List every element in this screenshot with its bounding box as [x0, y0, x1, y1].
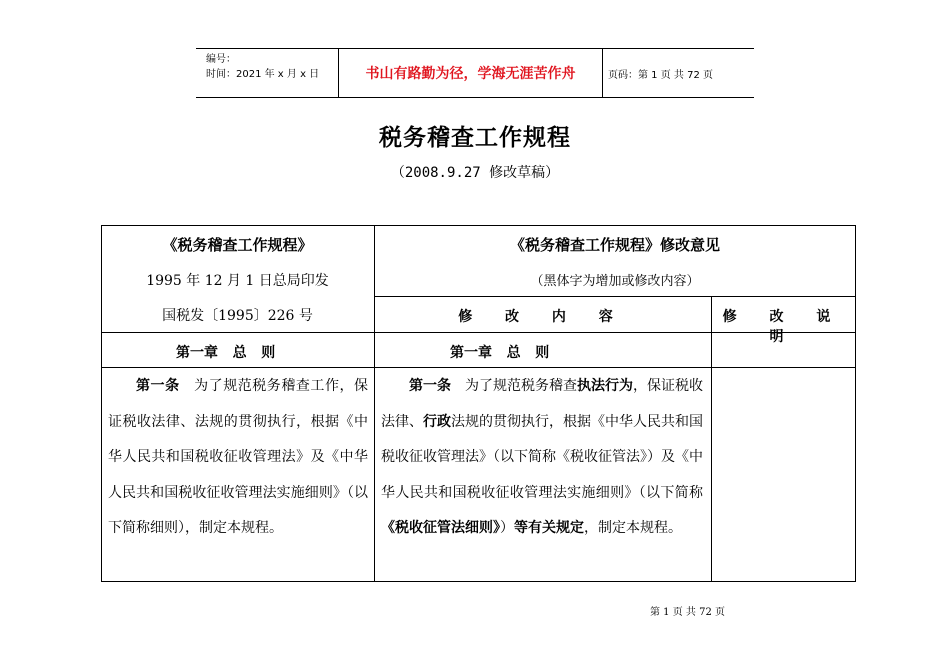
- chapter-right: 第一章 总 则: [450, 345, 550, 361]
- revised-bold-1: 执法行为: [577, 378, 633, 394]
- revised-text-4: ）: [500, 520, 514, 536]
- table-row-divider-2: [101, 367, 856, 368]
- revised-bold-3: 《税收征管法细则》: [381, 520, 500, 536]
- page-subtitle: （2008.9.27 修改草稿）: [390, 165, 560, 181]
- revised-text-5: ，制定本规程。: [584, 520, 682, 536]
- serial-label: 编号：: [206, 54, 236, 65]
- revised-text-3: 法规的贯彻执行，根据《中华人民共和国税收征收管理法》（以下简称《税收征管法》）及《中华人民共和国税收征收管理法实施细则》（以下简称: [381, 413, 703, 501]
- table-border-top: [101, 225, 856, 226]
- page-footer: 第 1 页 共 72 页: [650, 607, 725, 618]
- page-title: 税务稽查工作规程: [379, 125, 571, 151]
- col-header-content: 修 改 内 容: [458, 309, 627, 325]
- header-meta: [196, 49, 338, 97]
- right-head-note: （黑体字为增加或修改内容）: [530, 274, 700, 289]
- revised-text-2: ，保证税收法律、: [381, 378, 703, 430]
- revised-text-1: 为了规范税务稽查: [465, 378, 577, 394]
- left-head-line2: 1995 年 12 月 1 日总局印发: [146, 273, 329, 289]
- revised-bold-4: 等有关规定: [514, 520, 584, 536]
- left-head-line3: 国税发〔1995〕226 号: [162, 308, 313, 324]
- document-header: [196, 48, 754, 98]
- article-1-label-right: 第一条: [409, 378, 451, 394]
- article-1-label-left: 第一条: [136, 378, 180, 394]
- revised-bold-2: 行政: [423, 413, 451, 430]
- chapter-left: 第一章 总 则: [176, 345, 276, 361]
- article-1-text-left: 为了规范税务稽查工作，保证税收法律、法规的贯彻执行，根据《中华人民共和国税收征收管理法》及《中华人民共和国税收征收管理法实施细则》（以下简称细则），制定本规程。: [108, 378, 369, 536]
- article-1-revised: [381, 369, 703, 547]
- table-right-head-divider: [374, 296, 856, 297]
- time-label: 时间：2021 年 x 月 x 日: [206, 69, 320, 80]
- header-motto: 书山有路勤为径，学海无涯苦作舟: [338, 49, 603, 97]
- col-header-explain: 修 改 说 明: [722, 309, 845, 345]
- table-border-bottom: [101, 581, 856, 582]
- left-head-title: 《税务稽查工作规程》: [162, 236, 313, 254]
- header-page-label: 页码：第 1 页 共 72 页: [608, 69, 713, 81]
- article-1-original: [108, 369, 368, 547]
- right-head-title: 《税务稽查工作规程》修改意见: [509, 236, 720, 254]
